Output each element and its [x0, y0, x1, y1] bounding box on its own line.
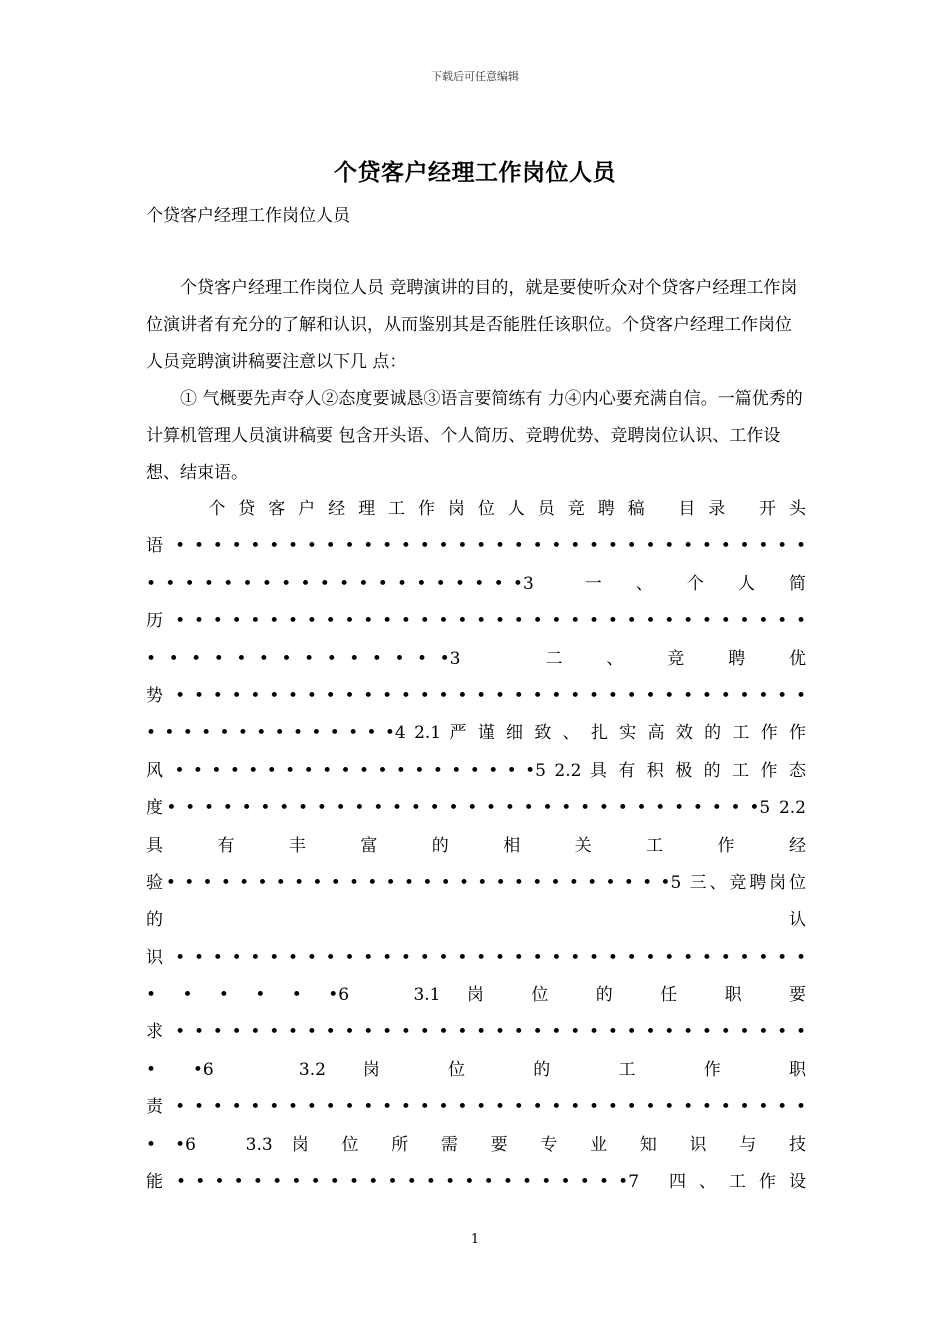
document-subtitle: 个贷客户经理工作岗位人员: [146, 206, 350, 226]
toc-line: 求 • • • • • • • • • • • • • • • • • • • • • • • • • • • • • • • • • •: [146, 1022, 806, 1043]
table-of-contents: [146, 491, 806, 1201]
toc-line: • •6 3.3 岗 位 所 需 要 专 业 知 识 与 技: [146, 1134, 806, 1155]
toc-line: • • • • • • • • • • • • • •4 2.1 严 谨 细 致 、 扎 实 高 效 的 工 作 作: [146, 723, 806, 744]
toc-line: 识 • • • • • • • • • • • • • • • • • • • • • • • • • • • • • • • • • •: [146, 947, 806, 968]
toc-line: 具 有 丰 富 的 相 关 工 作 经: [146, 835, 806, 856]
toc-line: • • • • • • • • • • • • • • • • • • • •3 一 、 个 人 简: [146, 573, 806, 594]
toc-line: 语 • • • • • • • • • • • • • • • • • • • • • • • • • • • • • • • • • •: [146, 536, 806, 557]
toc-line: 的 认: [146, 910, 806, 931]
toc-line: 度• • • • • • • • • • • • • • • • • • • • • • • • • • • • • • • •5 2.2: [146, 798, 806, 819]
intro-paragraph: 个贷客户经理工作岗位人员 竞聘演讲的目的，就是要使听众对个贷客户经理工作岗位演讲者有充分的了解和认识，从而鉴别其是否能胜任该职位。个贷客户经理工作岗位人员竞聘演讲稿要注意以下几 点：: [146, 278, 798, 372]
page-header: 下载后可任意编辑: [431, 70, 519, 83]
toc-line: 责 • • • • • • • • • • • • • • • • • • • • • • • • • • • • • • • • • •: [146, 1097, 806, 1118]
toc-line: • •6 3.2 岗 位 的 工 作 职: [146, 1059, 806, 1080]
page-number: 1: [470, 1232, 480, 1247]
toc-line: 验• • • • • • • • • • • • • • • • • • • • • • • • • • • •5 三、竞聘岗位: [146, 872, 806, 893]
document-body: [146, 270, 806, 492]
toc-line: • • • • • •6 3.1 岗 位 的 任 职 要: [146, 985, 806, 1006]
toc-line: 历 • • • • • • • • • • • • • • • • • • • • • • • • • • • • • • • • • •: [146, 611, 806, 632]
toc-line: 能 • • • • • • • • • • • • • • • • • • • • • • • •7 四 、 工 作 设: [146, 1172, 806, 1193]
toc-line: • • • • • • • • • • • • • •3 二 、 竞 聘 优: [146, 648, 806, 669]
document-title: 个贷客户经理工作岗位人员: [334, 159, 616, 186]
toc-line: 风 • • • • • • • • • • • • • • • • • • • •5 2.2 具 有 积 极 的 工 作 态: [146, 760, 806, 781]
tips-paragraph: ① 气概要先声夺人②态度要诚恳③语言要简练有 力④内心要充满自信。一篇优秀的计算机管理人员演讲稿要 包含开头语、个人简历、竞聘优势、竞聘岗位认识、工作设 想、结束语。: [146, 389, 803, 483]
toc-line: 个 贷 客 户 经 理 工 作 岗 位 人 员 竞 聘 稿 目 录 开 头: [146, 499, 806, 519]
toc-line: 势 • • • • • • • • • • • • • • • • • • • • • • • • • • • • • • • • • •: [146, 685, 806, 706]
